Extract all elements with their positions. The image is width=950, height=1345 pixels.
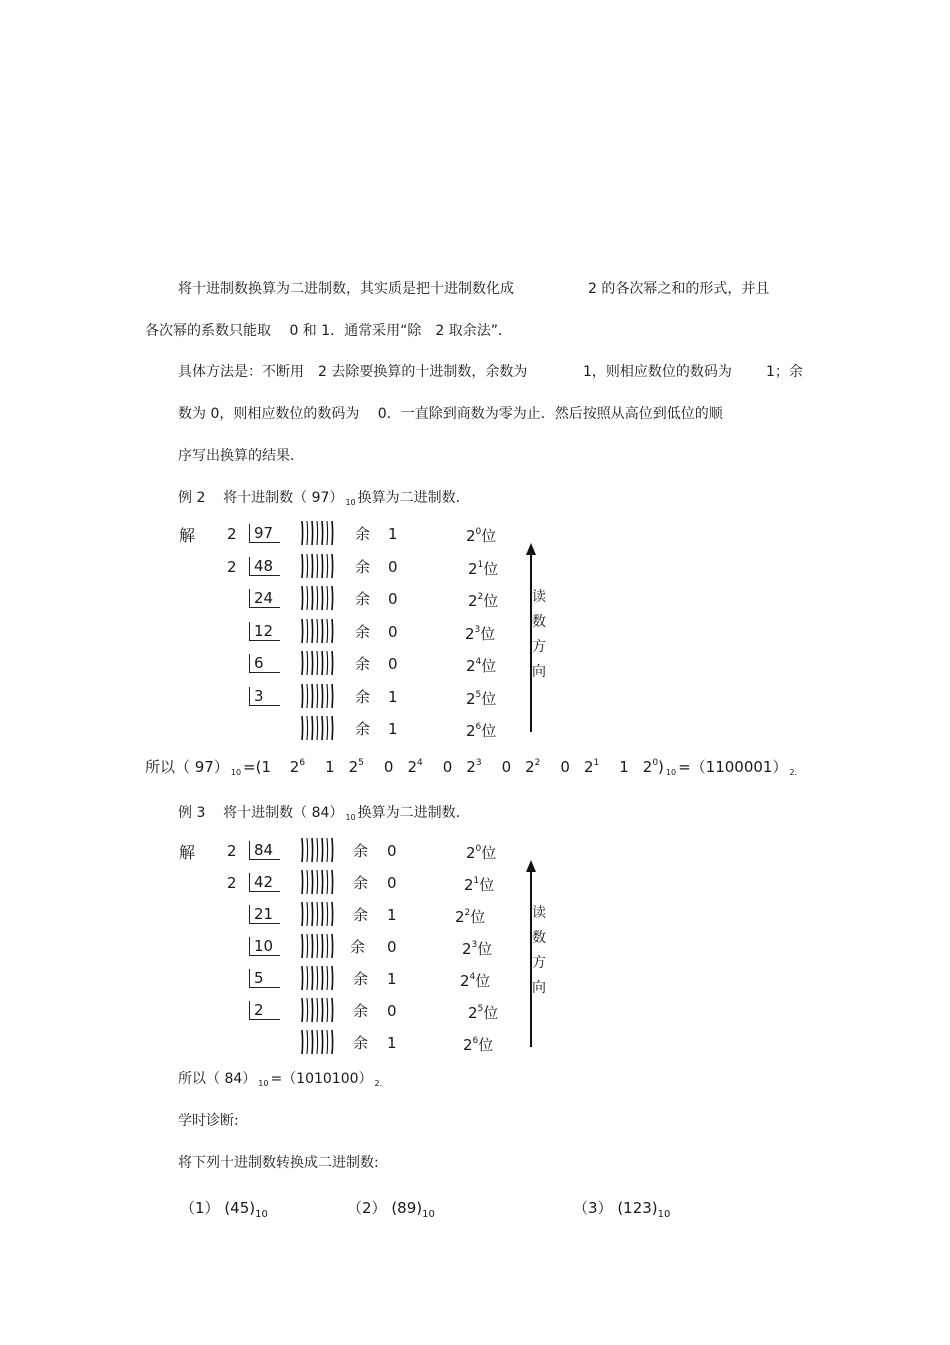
example2-row-2-position: 位 — [483, 592, 499, 610]
example2-row-6-remainder: 1 — [388, 720, 398, 738]
example2-term-3-coef: 0 — [501, 758, 512, 776]
example2-term-5 — [584, 758, 629, 776]
example2-row-2-hatch-mark — [300, 585, 334, 611]
example3-row-0-hatch-mark — [300, 837, 334, 863]
example3-row-5-power-base: 2 — [468, 1004, 478, 1022]
exercise-1-value: (45) — [224, 1199, 256, 1217]
example2-row-1-hatch — [300, 553, 334, 579]
example2-label: 例 2 — [178, 490, 206, 506]
example2-solve-label: 解 — [179, 526, 196, 545]
example2-row-5-remainder: 1 — [388, 687, 398, 706]
example3-row-5-position: 位 — [483, 1004, 499, 1022]
example3-row-2-hatch — [300, 901, 334, 927]
example2-row-6-remainder-word: 余 — [355, 720, 371, 738]
example2-row-4-hatch — [300, 650, 334, 676]
example3-row-0-power — [466, 842, 496, 863]
example2-row-3-power — [465, 623, 495, 644]
intro-line-1a: 将十进制数换算为二进制数，其实质是把十进制数化成 — [178, 281, 514, 297]
example2-row-0-dividend: 97 — [254, 524, 274, 542]
example3-label: 例 3 — [178, 805, 206, 821]
example2-direction-arrowhead — [526, 543, 536, 555]
example3-result-sub1: 10 — [258, 1079, 269, 1088]
example2-title — [178, 487, 460, 507]
example2-row-0-remainder-word: 余 — [355, 525, 371, 543]
example3-title — [178, 802, 460, 822]
example3-row-2-remainder: 1 — [387, 906, 397, 924]
example2-row-5-hatch — [300, 683, 334, 709]
example2-row-0-hatch-mark — [300, 520, 334, 546]
example3-row-5-dividend: 2 — [254, 1001, 264, 1019]
example2-row-1-remainder: 0 — [388, 557, 398, 576]
example3-row-6-remainder: 1 — [387, 1034, 397, 1052]
example3-direction-arrowhead — [526, 860, 536, 872]
example2-term-6 — [643, 758, 658, 776]
example2-direction-char-2: 方 — [532, 639, 546, 655]
example2-term-0-exp: 6 — [299, 758, 306, 768]
example2-term-4-coef: 0 — [560, 758, 570, 776]
example3-row-4-position: 位 — [475, 972, 491, 990]
intro-line-3c: 1；余 — [766, 364, 803, 380]
example3-row-1-remainder-word: 余 — [353, 874, 369, 892]
example3-row-1-divisor: 2 — [227, 874, 237, 892]
example3-row-1-dividend: 42 — [254, 873, 274, 891]
example3-result-sub2: 2. — [374, 1079, 383, 1088]
example2-term-2-base: 2 — [407, 758, 417, 776]
example3-result-prefix: 所以（ 84） — [178, 1071, 257, 1087]
example3-row-6-remainder-word: 余 — [353, 1034, 369, 1052]
example2-row-6-power-base: 2 — [466, 722, 476, 740]
example3-row-1-position: 位 — [479, 876, 495, 894]
example3-row-4-power-exp: 4 — [469, 972, 476, 982]
example3-row-6-position: 位 — [478, 1036, 494, 1054]
example2-row-4-hatch-mark — [300, 650, 334, 676]
example3-row-1-power — [464, 874, 494, 895]
example2-row-1-dividend: 48 — [254, 556, 274, 575]
intro-line-1b: 2 的各次幂之和的形式，并且 — [588, 281, 770, 297]
example2-row-2-dividend: 24 — [254, 589, 274, 607]
exercise-2-index: （2） — [347, 1199, 387, 1217]
intro-line-3b: 1，则相应数位的数码为 — [583, 364, 732, 380]
example2-direction-char-3: 向 — [532, 664, 546, 680]
example3-row-3-power — [462, 938, 492, 959]
example3-row-3-hatch — [300, 933, 334, 959]
exercise-2 — [347, 1197, 435, 1218]
example2-row-5-hatch-mark — [300, 683, 334, 709]
example3-row-6-hatch-mark — [300, 1029, 334, 1055]
example3-row-0-hatch — [300, 837, 334, 863]
example2-title-a: 将十进制数（ 97） — [223, 490, 344, 506]
example2-result-prefix: 所以（ 97） — [145, 758, 229, 776]
example3-direction-char-1: 数 — [532, 930, 546, 946]
example2-term-3-base: 2 — [466, 758, 476, 776]
example2-row-2-remainder-word: 余 — [355, 590, 371, 608]
example2-row-0-divisor: 2 — [227, 525, 237, 543]
example2-row-3-hatch — [300, 618, 334, 644]
example2-row-6-hatch — [300, 715, 334, 741]
example3-title-a: 将十进制数（ 84） — [223, 805, 344, 821]
example3-row-6-hatch — [300, 1029, 334, 1055]
example2-term-3 — [466, 758, 511, 776]
exercise-3-sub: 10 — [657, 1209, 671, 1220]
example3-row-5-hatch-mark — [300, 997, 334, 1023]
example3-row-0-dividend: 84 — [254, 841, 274, 859]
example2-row-0-power — [466, 525, 496, 546]
example2-term-1-base: 2 — [348, 758, 359, 776]
example3-row-6-power-exp: 6 — [472, 1036, 479, 1046]
example2-row-5-position: 位 — [481, 689, 497, 708]
exercise-2-sub: 10 — [422, 1209, 435, 1220]
example2-row-1-power-exp: 1 — [477, 559, 484, 570]
example3-row-3-hatch-mark — [300, 933, 334, 959]
intro-line-4: 数为 0，则相应数位的数码为 0．一直除到商数为零为止．然后按照从高位到低位的顺 — [178, 406, 723, 422]
example2-row-1-remainder-word: 余 — [355, 557, 371, 576]
example2-term-2-exp: 4 — [417, 758, 423, 768]
example2-term-1 — [349, 758, 394, 776]
exercise-1 — [180, 1197, 268, 1218]
example2-row-4-position: 位 — [481, 657, 497, 675]
example2-direction-char-0: 读 — [532, 589, 546, 605]
example2-term-5-exp: 1 — [593, 758, 600, 768]
example2-result-close: ) — [658, 758, 664, 776]
example3-row-0-power-base: 2 — [466, 844, 476, 862]
example3-row-5-power — [468, 1002, 498, 1023]
example2-term-2 — [407, 758, 452, 776]
example2-result-terms — [276, 758, 658, 776]
example2-term-4 — [525, 758, 570, 776]
example3-row-0-position: 位 — [481, 844, 497, 862]
example3-row-4-hatch-mark — [300, 965, 334, 991]
example2-row-6-position: 位 — [481, 722, 497, 740]
example2-result-sub1: 10 — [230, 768, 242, 777]
example2-row-0-power-exp: 0 — [475, 527, 482, 537]
example2-row-4-power — [466, 655, 496, 676]
example2-row-5-dividend: 3 — [254, 686, 264, 705]
example2-term-0-base: 2 — [289, 758, 300, 776]
example2-row-3-remainder: 0 — [388, 622, 398, 641]
example3-row-6-power — [463, 1034, 493, 1055]
example3-row-2-power — [455, 906, 485, 927]
example2-row-0-position: 位 — [481, 527, 497, 545]
example2-direction-char-1: 数 — [532, 614, 546, 630]
example2-row-6-power — [466, 720, 496, 741]
example2-row-0-hatch — [300, 520, 334, 546]
example2-term-0 — [290, 758, 335, 776]
example3-solve-label: 解 — [179, 843, 196, 862]
example2-term-6-exp: 0 — [652, 758, 659, 768]
intro-line-5: 序写出换算的结果. — [178, 448, 295, 464]
example3-row-2-position: 位 — [470, 908, 486, 926]
example3-row-5-remainder: 0 — [387, 1002, 397, 1020]
example3-row-1-power-exp: 1 — [473, 876, 480, 886]
diagnosis-instruction: 将下列十进制数转换成二进制数: — [178, 1155, 379, 1171]
example3-row-4-power-base: 2 — [460, 972, 470, 990]
example2-result-eq1: =(1 — [243, 758, 272, 776]
example3-title-sub: 10 — [345, 813, 356, 822]
example3-row-0-remainder-word: 余 — [353, 842, 369, 860]
example3-row-0-power-exp: 0 — [475, 844, 482, 854]
example2-term-1-coef: 0 — [383, 758, 394, 776]
example3-row-0-remainder: 0 — [387, 842, 397, 860]
example3-direction-char-3: 向 — [532, 980, 546, 996]
example2-row-0-power-base: 2 — [466, 527, 476, 545]
example2-term-6-base: 2 — [642, 758, 653, 776]
example2-row-5-power-exp: 5 — [475, 689, 482, 700]
example2-row-1-hatch-mark — [300, 553, 334, 579]
example2-direction-label — [532, 585, 548, 685]
example2-row-4-remainder: 0 — [388, 655, 398, 673]
exercise-3-value: (123) — [617, 1199, 658, 1217]
example2-term-4-exp: 2 — [534, 758, 541, 768]
example2-result-sub2: 10 — [665, 768, 677, 777]
example2-row-3-power-base: 2 — [465, 624, 475, 643]
example2-row-4-power-exp: 4 — [475, 657, 482, 667]
diagnosis-title: 学时诊断: — [178, 1113, 239, 1129]
example2-row-1-power — [468, 558, 498, 579]
example3-row-2-remainder-word: 余 — [353, 906, 369, 924]
example2-row-3-power-exp: 3 — [474, 624, 481, 635]
example2-row-3-hatch-mark — [300, 618, 334, 644]
example3-row-3-remainder-word: 余 — [350, 938, 366, 956]
example2-row-1-position: 位 — [483, 559, 499, 578]
example2-row-3-dividend: 12 — [254, 621, 274, 640]
example3-row-2-hatch-mark — [300, 901, 334, 927]
exercise-1-index: （1） — [180, 1199, 220, 1217]
example2-row-3-remainder-word: 余 — [355, 622, 371, 641]
example3-row-1-hatch — [300, 869, 334, 895]
example3-title-b: 换算为二进制数. — [357, 805, 461, 821]
example3-row-5-power-exp: 5 — [477, 1004, 484, 1014]
example3-row-3-dividend: 10 — [254, 937, 274, 955]
example3-row-2-power-base: 2 — [455, 908, 465, 926]
intro-line-3a: 具体方法是：不断用 2 去除要换算的十进制数，余数为 — [178, 364, 528, 380]
example2-row-6-power-exp: 6 — [475, 722, 482, 732]
example2-term-5-base: 2 — [583, 758, 594, 776]
example3-row-1-remainder: 0 — [387, 874, 397, 892]
example3-row-2-dividend: 21 — [254, 905, 274, 923]
example3-row-3-remainder: 0 — [387, 938, 397, 956]
example3-row-4-power — [460, 970, 490, 991]
example2-row-5-power-base: 2 — [466, 689, 476, 708]
example2-row-5-remainder-word: 余 — [355, 687, 371, 706]
example3-row-4-dividend: 5 — [254, 969, 264, 987]
example3-row-5-remainder-word: 余 — [353, 1002, 369, 1020]
example3-row-0-divisor: 2 — [227, 842, 237, 860]
example2-row-4-power-base: 2 — [466, 657, 476, 675]
example2-result — [145, 756, 799, 777]
example3-row-1-hatch-mark — [300, 869, 334, 895]
example2-title-b: 换算为二进制数. — [357, 490, 461, 506]
example3-row-3-power-base: 2 — [462, 940, 472, 958]
example3-result-eq: =（1010100） — [270, 1071, 373, 1087]
example2-row-2-remainder: 0 — [388, 590, 398, 608]
example2-row-1-power-base: 2 — [468, 559, 478, 578]
example2-row-5-power — [466, 688, 496, 709]
example3-row-2-power-exp: 2 — [464, 908, 471, 918]
example3-row-6-power-base: 2 — [463, 1036, 473, 1054]
example2-row-2-power — [468, 590, 498, 611]
example3-row-3-position: 位 — [477, 940, 493, 958]
example3-row-4-hatch — [300, 965, 334, 991]
exercise-3 — [573, 1197, 670, 1218]
example3-direction-char-0: 读 — [532, 905, 546, 921]
example3-direction-char-2: 方 — [532, 955, 546, 971]
example2-result-sub3: 2. — [789, 768, 798, 777]
example2-row-2-power-exp: 2 — [477, 592, 484, 602]
example3-row-4-remainder: 1 — [387, 970, 397, 988]
exercise-3-index: （3） — [573, 1199, 613, 1217]
example2-row-0-remainder: 1 — [388, 525, 398, 543]
example3-result — [178, 1068, 384, 1088]
example3-direction-label — [532, 901, 548, 1001]
example2-term-0-coef: 1 — [325, 758, 335, 776]
example2-term-2-coef: 0 — [442, 758, 453, 776]
example2-result-eq2: =（1100001） — [678, 758, 788, 776]
example2-row-3-position: 位 — [480, 624, 496, 643]
example2-title-sub: 10 — [345, 498, 356, 507]
example3-row-3-power-exp: 3 — [471, 940, 478, 950]
exercise-2-value: (89) — [391, 1199, 423, 1217]
example2-row-4-remainder-word: 余 — [355, 655, 371, 673]
example2-row-2-power-base: 2 — [468, 592, 478, 610]
example2-term-3-exp: 3 — [475, 758, 482, 768]
example3-row-1-power-base: 2 — [464, 876, 474, 894]
example2-row-4-dividend: 6 — [254, 654, 264, 672]
example2-row-2-hatch — [300, 585, 334, 611]
example3-row-4-remainder-word: 余 — [353, 970, 369, 988]
example2-term-1-exp: 5 — [358, 758, 364, 768]
intro-line-2: 各次幂的系数只能取 0 和 1．通常采用“除 2 取余法”． — [145, 323, 513, 339]
example3-row-5-hatch — [300, 997, 334, 1023]
example2-term-5-coef: 1 — [619, 758, 629, 776]
example2-term-4-base: 2 — [525, 758, 535, 776]
example2-row-1-divisor: 2 — [227, 557, 237, 576]
example2-row-6-hatch-mark — [300, 715, 334, 741]
exercise-1-sub: 10 — [255, 1209, 268, 1220]
